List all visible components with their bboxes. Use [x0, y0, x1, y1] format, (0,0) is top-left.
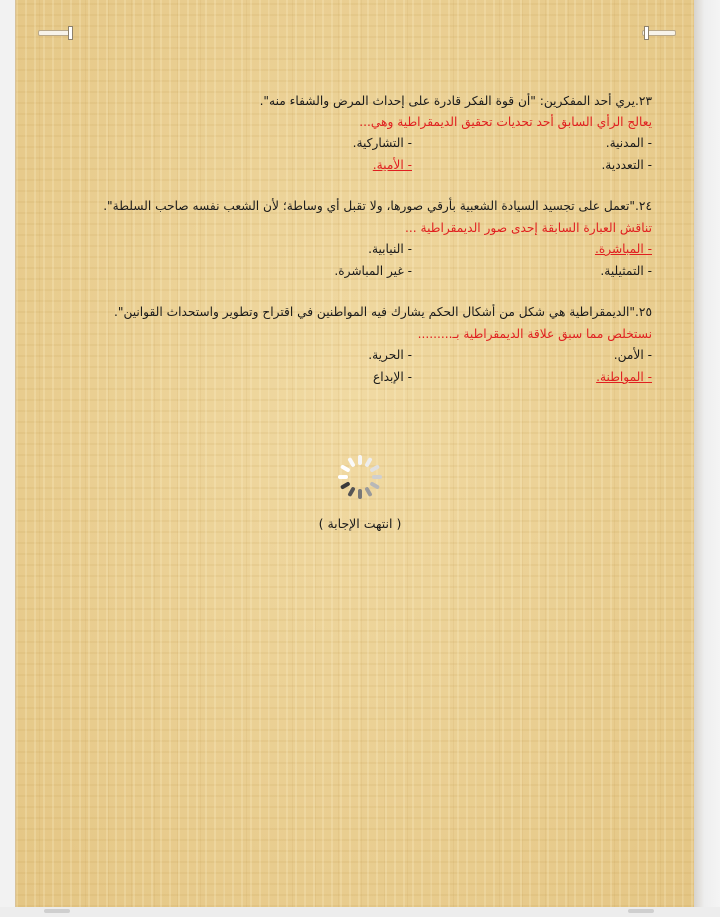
question-25-text: ٢٥."الديمقراطية هي شكل من أشكال الحكم يشارك فيه المواطنين في اقتراح وتطوير واستحداث القوانين".	[113, 305, 652, 319]
q25-option-3-answer: - المواطنة.	[596, 370, 652, 384]
question-25-options-row-1	[90, 346, 652, 368]
answer-end-label: ( انتهت الإجابة )	[318, 516, 402, 531]
question-23-options-row-2	[90, 156, 652, 178]
q24-option-2: - النيابية.	[368, 242, 412, 256]
document-content	[90, 92, 652, 390]
question-23-options-row-1	[90, 134, 652, 156]
q24-option-3: - التمثيلية.	[600, 264, 652, 278]
question-24-prompt: تناقش العبارة السابقة إحدى صور الديمقراطية ...	[405, 221, 652, 235]
q23-option-3: - التعددية.	[601, 158, 652, 172]
question-23-prompt: يعالج الرأي السابق أحد تحديات تحقيق الديمقراطية وهي...	[359, 115, 652, 129]
q24-option-4: - غير المباشرة.	[334, 264, 412, 278]
question-24-options-row-1	[90, 240, 652, 262]
scroll-ornament-left	[38, 26, 72, 38]
scroll-ornament-right	[642, 26, 676, 38]
question-25-prompt: نستخلص مما سبق علاقة الديمقراطية بـ.........	[417, 327, 652, 341]
q25-option-4: - الإبداع	[372, 370, 412, 384]
q25-option-1: - الأمن.	[613, 348, 652, 362]
question-23-text: ٢٣.يري أحد المفكرين: "أن قوة الفكر قادرة على إحداث المرض والشفاء منه".	[259, 94, 652, 108]
q23-option-4-answer: - الأمية.	[372, 158, 412, 172]
q25-option-2: - الحرية.	[368, 348, 412, 362]
q23-option-1: - المدنية.	[605, 136, 652, 150]
question-24-options-row-2	[90, 262, 652, 284]
question-25-options-row-2	[90, 368, 652, 390]
question-24-text: ٢٤."تعمل على تجسيد السيادة الشعبية بأرقي صورها، ولا تقبل أي وساطة؛ لأن الشعب نفسه صاحب السلطة".	[103, 199, 652, 213]
q24-option-1-answer: - المباشرة.	[594, 242, 652, 256]
page-edge	[694, 0, 720, 907]
q23-option-2: - التشاركية.	[352, 136, 412, 150]
loading-spinner-icon	[335, 452, 385, 502]
bottom-scroll-track[interactable]	[0, 907, 720, 917]
